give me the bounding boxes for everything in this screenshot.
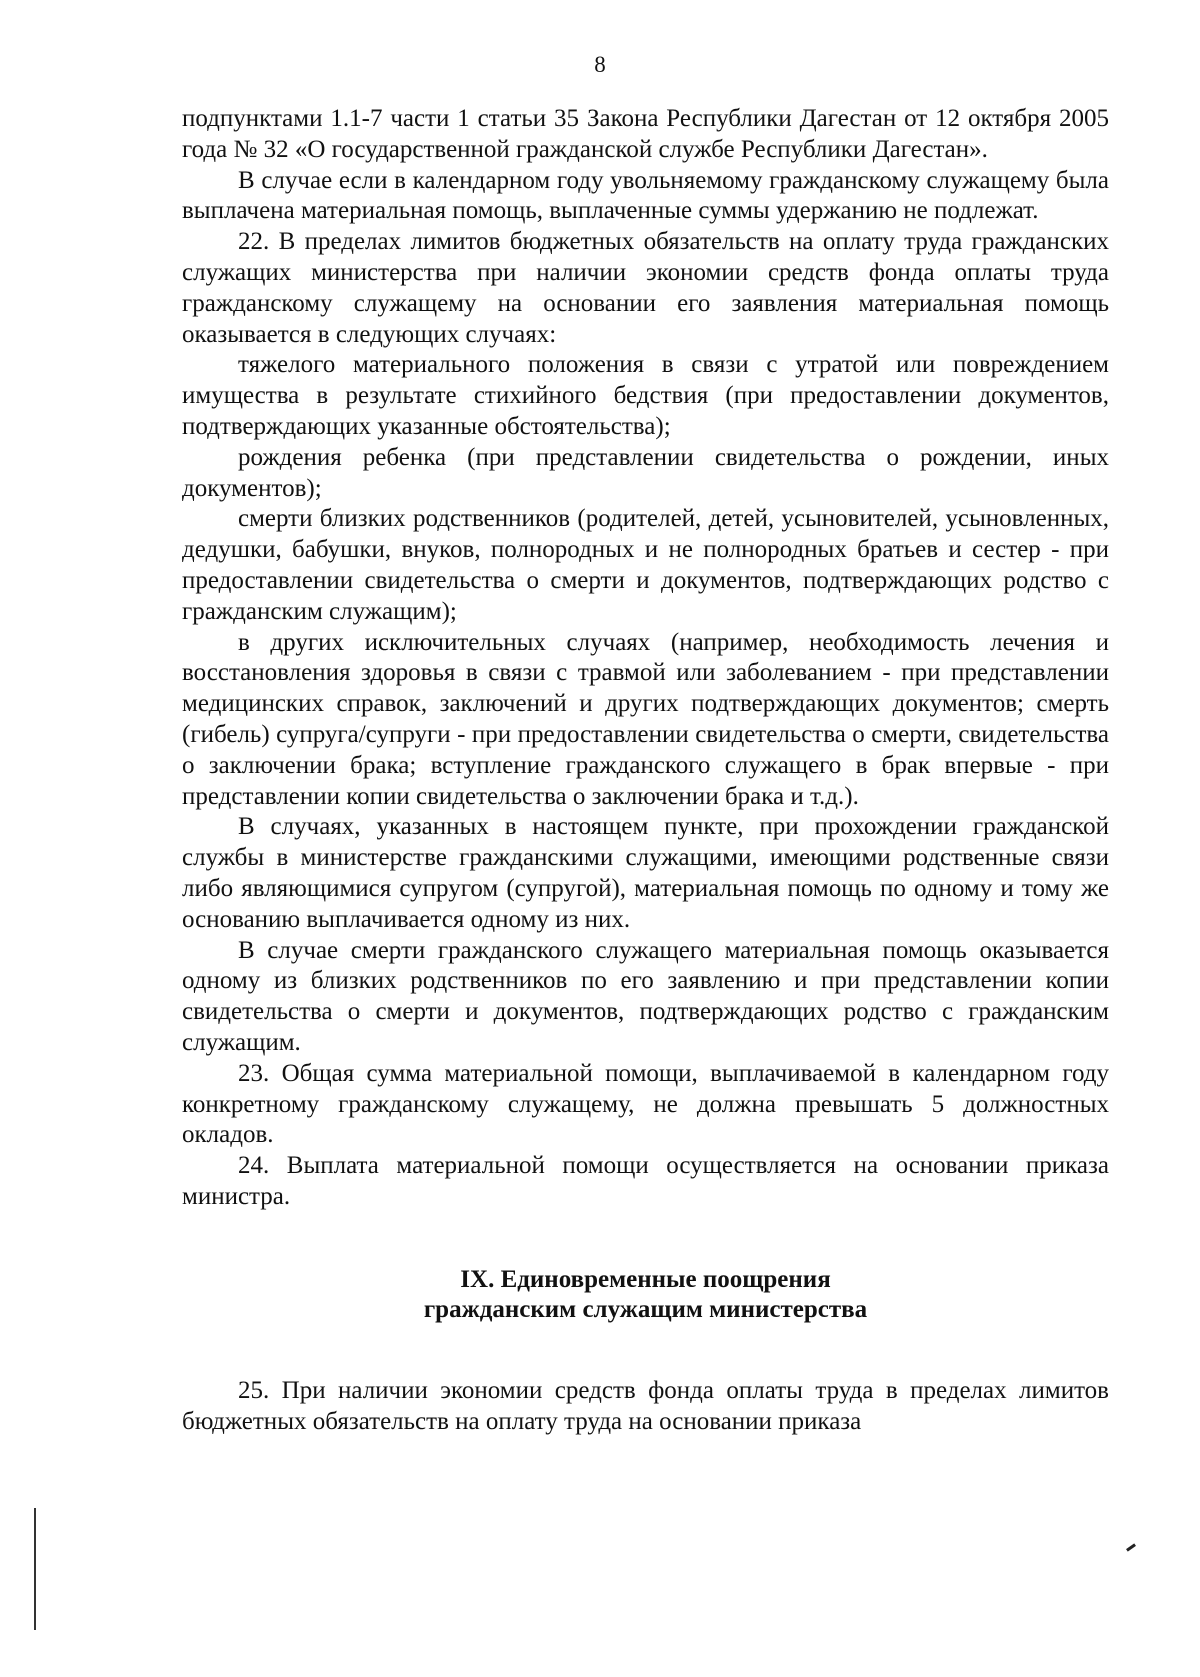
- paragraph-case-birth: рождения ребенка (при представлении свидетельства о рождении, иных документов);: [182, 443, 1109, 502]
- scan-speck: [1126, 1543, 1136, 1551]
- paragraph-case-exceptional: в других исключительных случаях (например, необходимость лечения и восстановления здоровья в связи с травмой или заболеванием - при представлении медицинских справок, заключений и других подтверждающих документов; смерть (гибель) супруга/супруги - при предоставлении свидетельства о смерти, свидетельства о заключении брака; вступление гражданского служащего в брак впервые - при представлении копии свидетельства о заключении брака и т.д.).: [182, 628, 1109, 810]
- paragraph-item-25: 25. При наличии экономии средств фонда оплаты труда в пределах лимитов бюджетных обязательств на оплату труда на основании приказа: [182, 1377, 1109, 1436]
- paragraph-item-23: 23. Общая сумма материальной помощи, выплачиваемой в календарном году конкретному гражданскому служащему, не должна превышать 5 должностных окладов.: [182, 1059, 1109, 1149]
- paragraph-continuation: подпунктами 1.1-7 части 1 статьи 35 Закона Республики Дагестан от 12 октября 2005 года № 32 «О государственной гражданской службе Республики Дагестан».: [182, 105, 1109, 163]
- section-heading-line-1: IX. Единовременные поощрения: [460, 1265, 831, 1293]
- paragraph-case-hardship: тяжелого материального положения в связи с утратой или повреждением имущества в результате стихийного бедствия (при предоставлении документов, подтверждающих указанные обстоятельства);: [182, 351, 1109, 440]
- paragraph-death-of-employee: В случае смерти гражданского служащего материальная помощь оказывается одному из близких родственников по его заявлению и при представлении копии свидетельства о смерти и документов, подтверждающих родство с гражданским служащим.: [182, 936, 1109, 1056]
- paragraph-item-22: 22. В пределах лимитов бюджетных обязательств на оплату труда гражданских служащих министерства при наличии экономии средств фонда оплаты труда гражданскому служащему на основании его заявления материальная помощь оказывается в следующих случаях:: [182, 228, 1109, 348]
- section-heading-line-2: гражданским служащим министерства: [423, 1296, 868, 1324]
- document-body: [182, 104, 1109, 1438]
- paragraph-aid-not-withheld: В случае если в календарном году увольняемому гражданскому служащему была выплачена материальная помощь, выплаченные суммы удержанию не подлежат.: [182, 166, 1109, 225]
- section-heading: [182, 1265, 1109, 1327]
- paragraph-case-death-of-relatives: смерти близких родственников (родителей, детей, усыновителей, усыновленных, дедушки, бабушки, внуков, полнородных и не полнородных братьев и сестер - при предоставлении свидетельства о смерти и документов, подтверждающих родство с гражданским служащим);: [182, 505, 1109, 625]
- paragraph-related-employees: В случаях, указанных в настоящем пункте, при прохождении гражданской службы в министерстве гражданскими служащими, имеющими родственные связи либо являющимися супругом (супругой), материальная помощь по одному и тому же основанию выплачивается одному из них.: [182, 813, 1109, 933]
- page-number: 8: [594, 52, 606, 77]
- paragraph-item-24: 24. Выплата материальной помощи осуществляется на основании приказа министра.: [182, 1152, 1109, 1210]
- scan-edge-line: [34, 1508, 36, 1630]
